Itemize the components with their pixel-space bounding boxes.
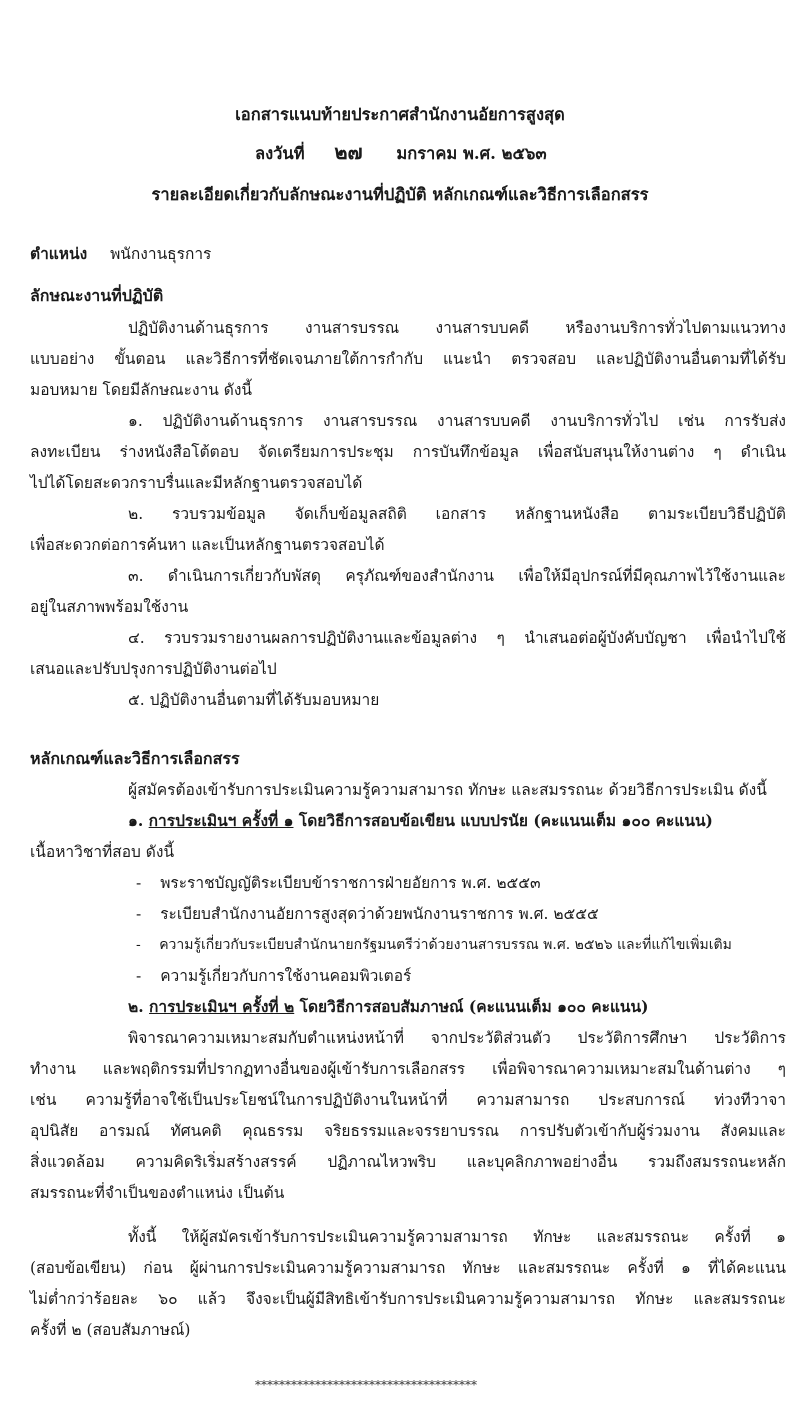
round2-desc-line-3: เช่น ความรู้ที่อาจใช้เป็นประโยชน์ในการปฏิบัติงานในหน้าที่ ความสามารถ ประสบการณ์ ท่วงทีวาจา (30, 1091, 786, 1109)
end-separator: ************************************* (255, 1378, 477, 1392)
subject-text: พระราชบัญญัติระเบียบข้าราชการฝ่ายอัยการ พ.ศ. ๒๕๕๓ (160, 874, 541, 892)
subject-text: ระเบียบสำนักงานอัยการสูงสุดว่าด้วยพนักงานราชการ พ.ศ. ๒๕๕๕ (160, 905, 599, 923)
round1-method: โดยวิธีการสอบข้อเขียน แบบปรนัย (คะแนนเต็ม ๑๐๐ คะแนน) (298, 811, 713, 830)
date-prefix: ลงวันที่ (255, 144, 305, 163)
round2-desc-line-4: อุปนิสัย อารมณ์ ทัศนคติ คุณธรรม จริยธรรมและจรรยาบรรณ การปรับตัวเข้ากับผู้ร่วมงาน สังคมและ (30, 1122, 786, 1140)
round2-desc-line-6: สมรรถนะที่จำเป็นของตำแหน่ง เป็นต้น (30, 1184, 285, 1202)
subject-item (136, 965, 411, 987)
duties-heading: ลักษณะงานที่ปฏิบัติ (30, 286, 164, 305)
document-title: เอกสารแนบท้ายประกาศสำนักงานอัยการสูงสุด (235, 105, 565, 124)
round2-title: การประเมินฯ ครั้งที่ ๒ (149, 997, 295, 1016)
duties-intro-line-3: มอบหมาย โดยมีลักษณะงาน ดังนี้ (30, 381, 253, 399)
round2-desc-line-1: พิจารณาความเหมาะสมกับตำแหน่งหน้าที่ จากประวัติส่วนตัว ประวัติการศึกษา ประวัติการ (128, 1029, 786, 1047)
bullet-dash: - (136, 874, 142, 892)
criteria-heading: หลักเกณฑ์และวิธีการเลือกสรร (30, 749, 240, 768)
subject-item (136, 903, 599, 925)
duty-item-3-line-1: ๓. ดำเนินการเกี่ยวกับพัสดุ ครุภัณฑ์ของสำนักงาน เพื่อให้มีอุปกรณ์ที่มีคุณภาพไว้ใช้งานและ (128, 567, 786, 585)
duties-intro-line-1: ปฏิบัติงานด้านธุรการ งานสารบรรณ งานสารบบคดี หรืองานบริการทั่วไปตามแนวทาง (128, 319, 786, 337)
date-line (255, 141, 547, 165)
round1-title: การประเมินฯ ครั้งที่ ๑ (148, 811, 294, 830)
round2-desc-line-2: ทำงาน และพฤติกรรมที่ปรากฏทางอื่นของผู้เข้ารับการเลือกสรร เพื่อพิจารณาความเหมาะสมในด้านต่าง ๆ (30, 1060, 786, 1078)
bullet-dash: - (136, 937, 141, 953)
duty-item-2-line-2: เพื่อสะดวกต่อการค้นหา และเป็นหลักฐานตรวจสอบได้ (30, 536, 385, 554)
duty-item-5: ๕. ปฏิบัติงานอื่นตามที่ได้รับมอบหมาย (128, 691, 380, 709)
subjects-label: เนื้อหาวิชาที่สอบ ดังนี้ (30, 843, 175, 861)
closing-line-4: ครั้งที่ ๒ (สอบสัมภาษณ์) (30, 1321, 191, 1339)
position-line (30, 243, 211, 265)
round2-line (128, 996, 648, 1018)
bullet-dash: - (136, 967, 142, 985)
subject-item (136, 934, 732, 956)
duties-intro-line-2: แบบอย่าง ขั้นตอน และวิธีการที่ชัดเจนภายใต้การกำกับ แนะนำ ตรวจสอบ และปฏิบัติงานอื่นตามที่ได้รับ (30, 350, 786, 368)
closing-line-3: ไม่ต่ำกว่าร้อยละ ๖๐ แล้ว จึงจะเป็นผู้มีสิทธิเข้ารับการประเมินความรู้ความสามารถ ทักษะ และสมรรถนะ (30, 1290, 786, 1308)
duty-item-1-line-3: ไปได้โดยสะดวกราบรื่นและมีหลักฐานตรวจสอบได้ (30, 474, 363, 492)
duty-item-2-line-1: ๒. รวบรวมข้อมูล จัดเก็บข้อมูลสถิติ เอกสาร หลักฐานหนังสือ ตามระเบียบวิธีปฏิบัติ (128, 505, 786, 523)
document-subtitle: รายละเอียดเกี่ยวกับลักษณะงานที่ปฏิบัติ หลักเกณฑ์และวิธีการเลือกสรร (151, 185, 649, 204)
duty-item-3-line-2: อยู่ในสภาพพร้อมใช้งาน (30, 598, 189, 616)
bullet-dash: - (136, 905, 142, 923)
round2-number: ๒. (128, 997, 144, 1016)
subject-item (136, 872, 541, 894)
position-value: พนักงานธุรการ (110, 245, 212, 263)
duty-item-4-line-2: เสนอและปรับปรุงการปฏิบัติงานต่อไป (30, 660, 277, 678)
duty-item-1-line-1: ๑. ปฏิบัติงานด้านธุรการ งานสารบรรณ งานสารบบคดี งานบริการทั่วไป เช่น การรับส่ง (128, 412, 786, 430)
closing-line-2: (สอบข้อเขียน) ก่อน ผู้ผ่านการประเมินความรู้ความสามารถ ทักษะ และสมรรถนะ ครั้งที่ ๑ ที่ได้คะแนน (30, 1259, 786, 1277)
date-month-year: มกราคม พ.ศ. ๒๕๖๓ (396, 144, 547, 163)
closing-line-1: ทั้งนี้ ให้ผู้สมัครเข้ารับการประเมินความรู้ความสามารถ ทักษะ และสมรรถนะ ครั้งที่ ๑ (128, 1228, 786, 1246)
subject-text: ความรู้เกี่ยวกับการใช้งานคอมพิวเตอร์ (160, 967, 412, 985)
criteria-intro: ผู้สมัครต้องเข้ารับการประเมินความรู้ความสามารถ ทักษะ และสมรรถนะ ด้วยวิธีการประเมิน ดังนี้ (128, 781, 767, 799)
duty-item-1-line-2: ลงทะเบียน ร่างหนังสือโต้ตอบ จัดเตรียมการประชุม การบันทึกข้อมูล เพื่อสนับสนุนให้งานต่าง ๆ ดำเนิน (30, 443, 786, 461)
subject-text: ความรู้เกี่ยวกับระเบียบสำนักนายกรัฐมนตรีว่าด้วยงานสารบรรณ พ.ศ. ๒๕๒๖ และที่แก้ไขเพิ่มเติม (159, 937, 732, 953)
round2-desc-line-5: สิ่งแวดล้อม ความคิดริเริ่มสร้างสรรค์ ปฏิภาณไหวพริบ และบุคลิกภาพอย่างอื่น รวมถึงสมรรถนะหลัก (30, 1153, 786, 1171)
position-label: ตำแหน่ง (30, 244, 88, 263)
round2-method: โดยวิธีการสอบสัมภาษณ์ (คะแนนเต็ม ๑๐๐ คะแนน) (299, 997, 649, 1016)
duty-item-4-line-1: ๔. รวบรวมรายงานผลการปฏิบัติงานและข้อมูลต่าง ๆ นำเสนอต่อผู้บังคับบัญชา เพื่อนำไปใช้ (128, 629, 786, 647)
round1-line (128, 810, 713, 832)
date-day: ๒๗ (334, 140, 363, 164)
round1-number: ๑. (128, 811, 144, 830)
